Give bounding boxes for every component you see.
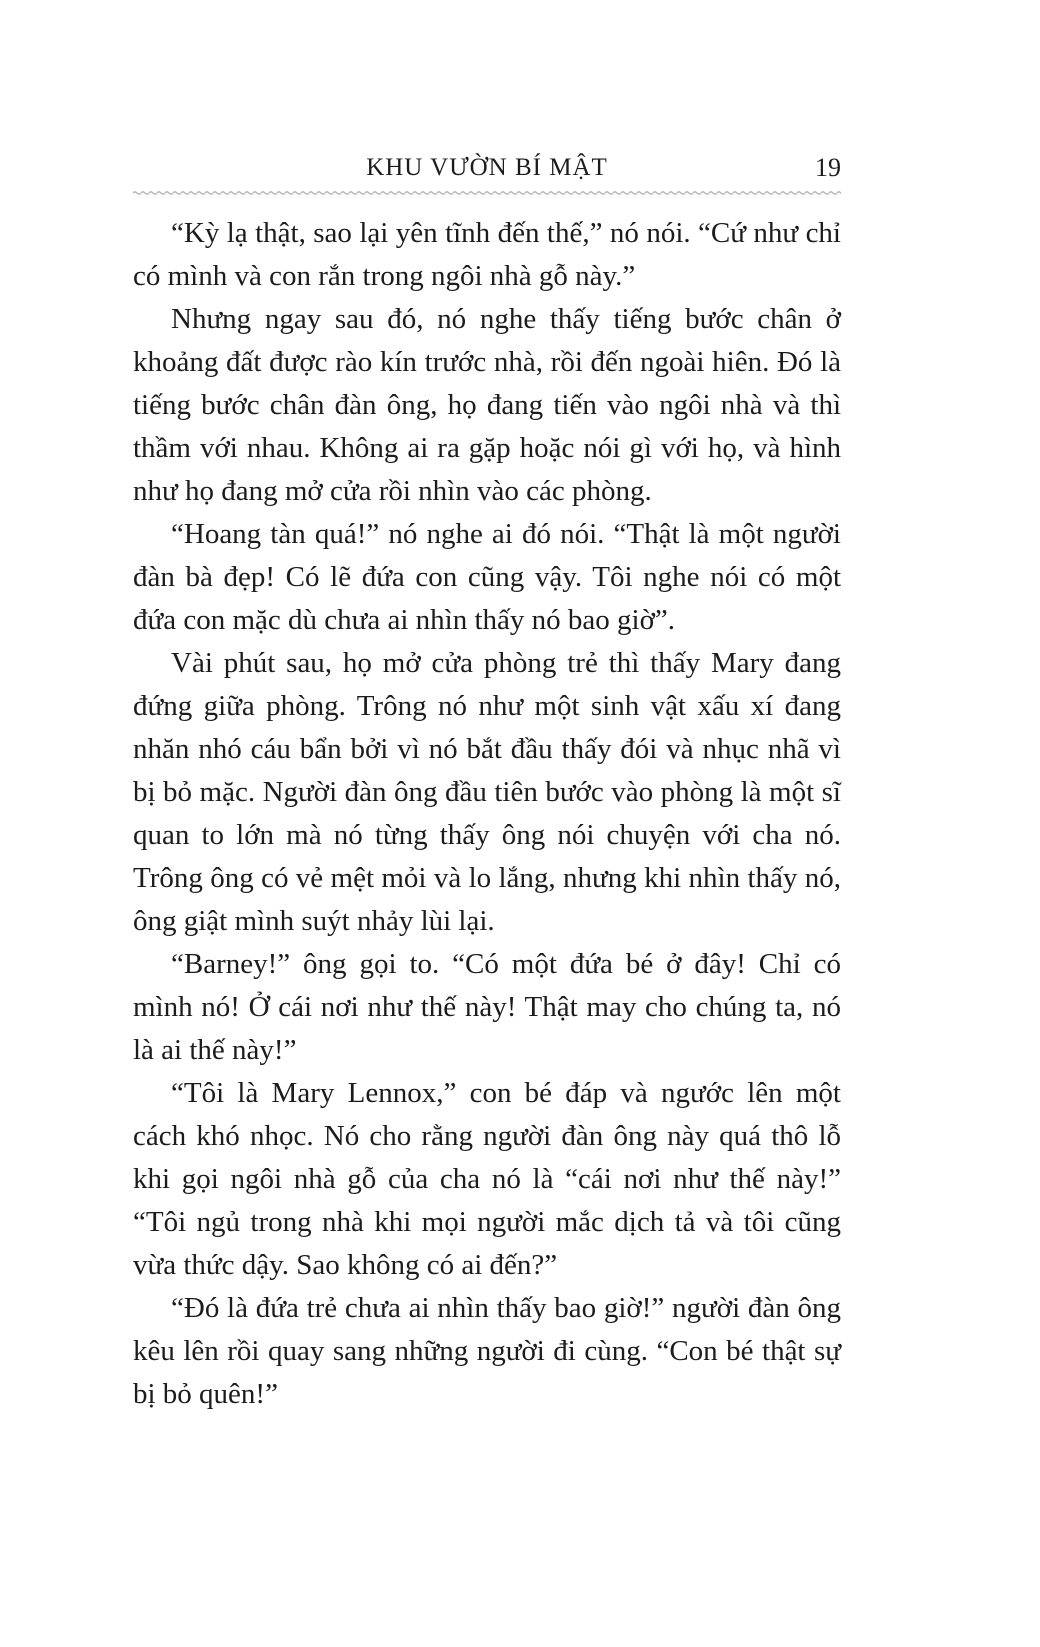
- paragraph: Vài phút sau, họ mở cửa phòng trẻ thì thấy Mary đang đứng giữa phòng. Trông nó như một sinh vật xấu xí đang nhăn nhó cáu bẩn bởi vì nó bắt đầu thấy đói và nhục nhã vì bị bỏ mặc. Người đàn ông đầu tiên bước vào phòng là một sĩ quan to lớn mà nó từng thấy ông nói chuyện với cha nó. Trông ông có vẻ mệt mỏi và lo lắng, nhưng khi nhìn thấy nó, ông giật mình suýt nhảy lùi lại.: [133, 647, 841, 937]
- paragraph: “Barney!” ông gọi to. “Có một đứa bé ở đây! Chỉ có mình nó! Ở cái nơi như thế này! Thật may cho chúng ta, nó là ai thế này!”: [133, 948, 841, 1066]
- wavy-divider-icon: [133, 189, 841, 197]
- paragraph: “Kỳ lạ thật, sao lại yên tĩnh đến thế,” nó nói. “Cứ như chỉ có mình và con rắn trong ngôi nhà gỗ này.”: [133, 217, 841, 292]
- page-content: [133, 0, 841, 1416]
- paragraph: Nhưng ngay sau đó, nó nghe thấy tiếng bước chân ở khoảng đất được rào kín trước nhà, rồi đến ngoài hiên. Đó là tiếng bước chân đàn ông, họ đang tiến vào ngôi nhà và thì thầm với nhau. Không ai ra gặp hoặc nói gì với họ, và hình như họ đang mở cửa rồi nhìn vào các phòng.: [133, 303, 841, 507]
- paragraph: “Tôi là Mary Lennox,” con bé đáp và ngước lên một cách khó nhọc. Nó cho rằng người đàn ông này quá thô lỗ khi gọi ngôi nhà gỗ của cha nó là “cái nơi như thế này!” “Tôi ngủ trong nhà khi mọi người mắc dịch tả và tôi cũng vừa thức dậy. Sao không có ai đến?”: [133, 1077, 841, 1281]
- page-header: [133, 150, 841, 186]
- running-title: KHU VƯỜN BÍ MẬT: [366, 154, 608, 181]
- paragraph: “Đó là đứa trẻ chưa ai nhìn thấy bao giờ!” người đàn ông kêu lên rồi quay sang những người đi cùng. “Con bé thật sự bị bỏ quên!”: [133, 1292, 841, 1410]
- page-body: [133, 212, 841, 1416]
- paragraph: “Hoang tàn quá!” nó nghe ai đó nói. “Thật là một người đàn bà đẹp! Có lẽ đứa con cũng vậy. Tôi nghe nói có một đứa con mặc dù chưa ai nhìn thấy nó bao giờ”.: [133, 518, 841, 636]
- page-number: 19: [815, 153, 841, 182]
